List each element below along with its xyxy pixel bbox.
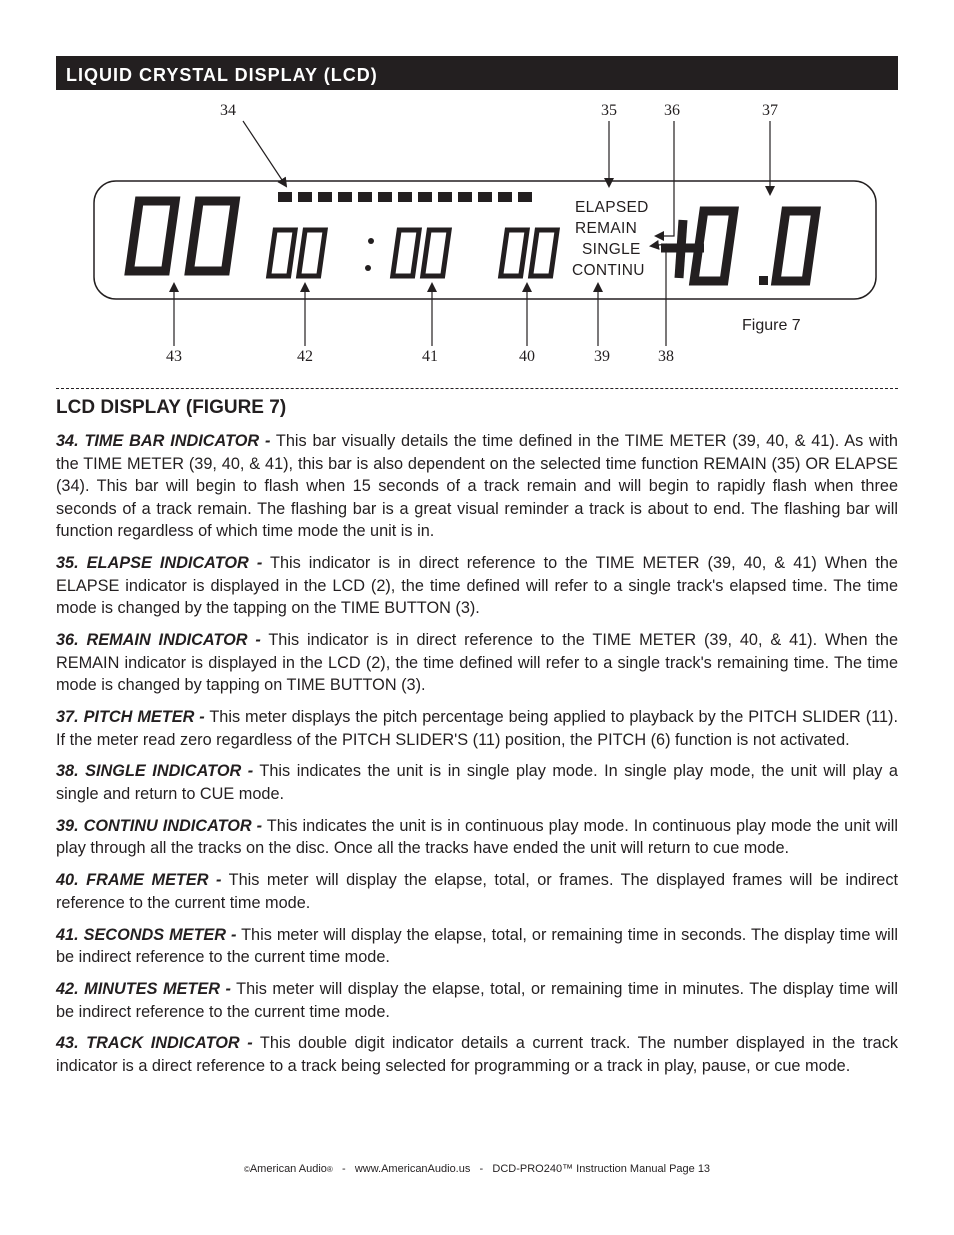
- item-41-text: This meter will display the elapse, total, or remaining time in seconds. The display time will be indirect reference to the current time mode.: [56, 925, 898, 967]
- callout-42: 42: [297, 348, 313, 365]
- item-36-text: This indicator is in direct reference to the TIME METER (39, 40, & 41). When the REMAIN indicator is displayed in the LCD (2), the time defined will refer to a single track's remaining time. The time mode is changed by tapping on TIME BUTTON (3).: [56, 631, 898, 695]
- lcd-indicator-single: SINGLE: [582, 241, 641, 258]
- lcd-figure: [56, 96, 898, 371]
- footer-manual: DCD-PRO240™ Instruction Manual Page 13: [492, 1163, 711, 1175]
- item-36: [56, 629, 898, 697]
- time-digits: [269, 230, 557, 276]
- item-35-text: This indicator is in direct reference to the TIME METER (39, 40, & 41) When the ELAPSE indicator is displayed in the LCD (2), the time defined will refer to a single track's elapsed time. The time mode is changed by the tapping on the TIME BUTTON (3).: [56, 554, 898, 618]
- callout-39: 39: [594, 348, 610, 365]
- copyright-symbol: ©: [243, 1165, 250, 1174]
- lcd-indicator-remain: REMAIN: [575, 220, 638, 237]
- item-37-heading: 37. PITCH METER -: [56, 708, 205, 727]
- pitch-decimal-point: [759, 276, 768, 285]
- item-list: [56, 430, 898, 1087]
- item-38-heading: 38. SINGLE INDICATOR -: [56, 762, 254, 781]
- footer-separator-2: -: [479, 1163, 484, 1175]
- callout-37: 37: [762, 102, 778, 119]
- item-39-text: This indicates the unit is in continuous play mode. In continuous play mode the unit will play through all the tracks on the disc. Once all the tracks have ended the unit will return to cue mode.: [56, 816, 899, 858]
- item-34: [56, 430, 898, 543]
- time-bar-segments: [278, 192, 532, 202]
- registered-symbol: ®: [326, 1165, 333, 1174]
- lcd-indicator-continu: CONTINU: [572, 262, 645, 279]
- item-37: [56, 706, 898, 751]
- item-34-text: This bar visually details the time defined in the TIME METER (39, 40, & 41). As with the TIME METER (39, 40, & 41), this bar is also dependent on the selected time function REMAIN (35) OR ELAPSE (34). This bar will begin to flash when 15 seconds of a track remain and will begin to rapidly flash when three seconds of a track remain. The flashing bar is a great visual reminder a track is about to end. The flashing bar will function regardless of which time mode the unit is in.: [56, 432, 898, 541]
- callout-35: 35: [601, 102, 617, 119]
- item-43: [56, 1032, 898, 1077]
- item-39-heading: 39. CONTINU INDICATOR -: [56, 816, 263, 835]
- section-title: LCD DISPLAY (FIGURE 7): [56, 397, 287, 418]
- item-41-heading: 41. SECONDS METER -: [56, 925, 237, 944]
- callout-41: 41: [422, 348, 438, 365]
- item-34-heading: 34. TIME BAR INDICATOR -: [56, 432, 271, 450]
- item-42: [56, 978, 898, 1023]
- callout-40: 40: [519, 348, 535, 365]
- callout-43: 43: [166, 348, 182, 365]
- item-39: [56, 815, 898, 860]
- lcd-indicator-elapsed: ELAPSED: [575, 199, 649, 216]
- item-42-heading: 42. MINUTES METER -: [56, 979, 231, 998]
- footer-separator-1: -: [341, 1163, 346, 1175]
- figure-caption: Figure 7: [742, 317, 801, 334]
- section-header-bar: [56, 56, 898, 90]
- pitch-digits: [694, 211, 816, 281]
- item-35: [56, 552, 898, 620]
- item-40-text: This meter will display the elapse, total, or frames. The displayed frames will be indirect reference to the current time mode.: [56, 871, 898, 912]
- callout-line-36: [656, 121, 674, 236]
- callout-38: 38: [658, 348, 674, 365]
- track-digits: [129, 201, 235, 271]
- page-footer: [0, 1163, 954, 1175]
- callout-line-38: [651, 244, 666, 346]
- callout-line-34: [243, 121, 286, 186]
- section-divider: [56, 388, 898, 389]
- item-36-heading: 36. REMAIN INDICATOR -: [56, 631, 261, 650]
- item-43-text: This double digit indicator details a current track. The number displayed in the track indicator is a direct reference to a track being selected for programming or a track in play, pause, or cue mode.: [56, 1034, 898, 1075]
- callout-34: 34: [220, 102, 236, 119]
- item-38-text: This indicates the unit is in single play mode. In single play mode, the unit will play a single and return to CUE mode.: [56, 762, 898, 804]
- item-42-text: This meter will display the elapse, total, or remaining time in minutes. The display time will be indirect reference to the current time mode.: [56, 979, 898, 1021]
- time-colon: [365, 238, 374, 271]
- item-38: [56, 760, 898, 805]
- item-37-text: This meter displays the pitch percentage being applied to playback by the PITCH SLIDER (11). If the meter read zero regardless of the PITCH SLIDER'S (11) position, the PITCH (6) function is not activated.: [56, 708, 898, 749]
- section-header-title: LIQUID CRYSTAL DISPLAY (LCD): [66, 65, 378, 85]
- item-35-heading: 35. ELAPSE INDICATOR -: [56, 554, 263, 573]
- footer-url: www.AmericanAudio.us: [354, 1163, 471, 1175]
- footer-brand: American Audio: [249, 1163, 327, 1175]
- item-40: [56, 869, 898, 914]
- item-40-heading: 40. FRAME METER -: [56, 871, 222, 890]
- callout-36: 36: [664, 102, 680, 119]
- item-41: [56, 924, 898, 969]
- item-43-heading: 43. TRACK INDICATOR -: [56, 1034, 253, 1053]
